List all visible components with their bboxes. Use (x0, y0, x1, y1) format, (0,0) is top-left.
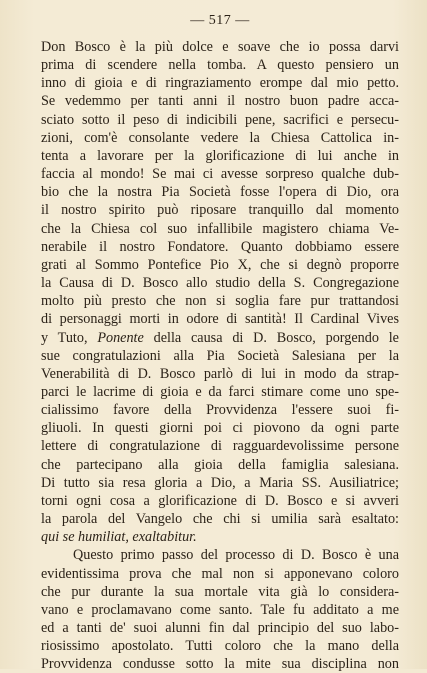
text-line: inno di gioia e di ringraziamento erompe dal mio petto. (41, 75, 399, 92)
text-line: il nostro spirito può riposare tranquillo dal momento (41, 202, 399, 219)
text-line: ed a tanti de' suoi alunni fin dal principio del suo labo- (41, 620, 399, 636)
page-number: — 517 — (190, 13, 250, 28)
text-line (41, 528, 399, 546)
text-line: che la Chiesa col suo infallibile magistero chiama Ve- (41, 220, 399, 237)
text-line: sciato sotto il peso di indicibili pene, sacrifici e persecu- (41, 111, 399, 128)
text-line: gliuoli. In questi giorni poi ci piovono da ogni parte (41, 420, 399, 437)
text-line: prima di scendere nella tomba. A questo pensiero un (41, 57, 399, 74)
text-line: evidentissima prova che mal non si apponevano coloro (41, 565, 399, 582)
body-text (41, 38, 399, 673)
italic-term: Ponente (97, 329, 144, 346)
text-line: di personaggi morti in odore di santità! Il Cardinal Vives (41, 311, 399, 328)
text-line: torni ogni cosa a glorificazione di D. Bosco e si avveri (41, 492, 399, 509)
text-line: cialissimo favore della Provvidenza l'essere suoi fi- (41, 402, 399, 419)
paragraph-1 (41, 38, 399, 546)
text-line: la parola del Vangelo che chi si umilia sarà esaltato: (41, 511, 399, 528)
text-line: tenta a lavorare per la glorificazione di lui anche in (41, 147, 399, 164)
text-run: y Tuto, (41, 329, 98, 346)
text-line: parci le lacrime di gioia e da farci stimare come uno spe- (41, 383, 399, 400)
text-line: faccia al mondo! Se mai ci avesse sorpreso qualche dub- (41, 166, 399, 183)
text-line (41, 329, 399, 347)
text-run: della causa di D. Bosco, porgendo le (143, 329, 399, 346)
text-line: Questo primo passo del processo di D. Bosco è una (73, 547, 399, 564)
text-line: grati al Sommo Pontefice Pio X, che si degnò proporre (41, 256, 399, 273)
text-line: sue congratulazioni alla Pia Società Salesiana per la (41, 347, 399, 364)
text-line: zioni, com'è consolante vedere la Chiesa Cattolica in- (41, 129, 399, 146)
text-line: riosissimo apostolato. Tutti coloro che la mano della (41, 638, 399, 655)
text-line: nerabile il nostro Fondatore. Quanto dobbiamo essere (41, 238, 399, 255)
paragraph-2 (41, 546, 399, 673)
text-line: Di tutto sia resa gloria a Dio, a Maria SS. Ausiliatrice; (41, 474, 399, 491)
text-line: che partecipano alla gioia della famiglia salesiana. (41, 456, 399, 473)
text-line: bio che la nostra Pia Società fosse l'opera di Dio, ora (41, 184, 399, 201)
text-line: che pur durante la sua mortale vita già lo considera- (41, 583, 399, 600)
text-line: Se vedemmo per tanti anni il nostro buon padre acca- (41, 93, 399, 110)
text-line: Venerabilità di D. Bosco parlò di lui in modo da strap- (41, 365, 399, 382)
text-line: la Causa di D. Bosco allo studio della S. Congregazione (41, 275, 399, 292)
text-line: Don Bosco è la più dolce e soave che io possa darvi (41, 39, 399, 55)
text-line: vano e proclamavano come santo. Tale fu additato a me (41, 601, 399, 618)
text-line: lettere di congratulazione di ragguardevolissime persone (41, 438, 399, 455)
text-line: molto più presto che non si soglia fare pur trattandosi (41, 293, 399, 310)
latin-quote: qui se humiliat, exaltabitur. (41, 529, 197, 546)
text-line: Provvidenza condusse sotto la mite sua disciplina non (41, 656, 399, 673)
